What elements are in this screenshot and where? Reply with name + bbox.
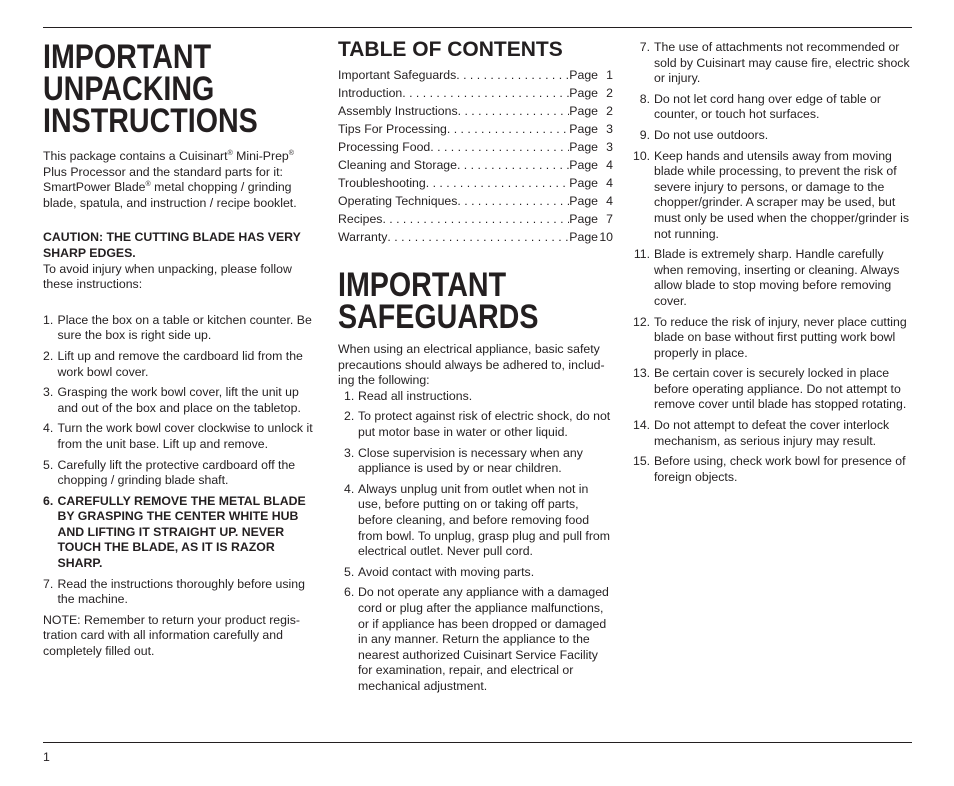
unpacking-title-line: UNPACKING [43,70,215,108]
item-text: Do not use outdoors. [654,127,769,142]
caution-heading: CAUTION: THE CUTTING BLADE HAS VERY SHARP EDGES. [43,230,301,260]
step-number: 4. [43,421,54,436]
registered-mark: ® [288,149,294,157]
item-text: To reduce the risk of injury, never place cutting blade on base without first putting work bowl properly in place. [654,314,907,360]
toc-page-word: Page [569,86,598,100]
toc-row [338,174,613,192]
item-number: 5. [344,564,355,579]
unpacking-step [43,494,315,572]
toc-page [569,210,613,228]
toc-page [569,174,613,192]
toc-page-number: 7 [606,212,613,226]
toc-page-number: 10 [599,230,613,244]
toc-leader-dots [430,138,569,156]
safeguards-title [338,266,614,336]
toc-row [338,102,613,120]
toc-row [338,156,613,174]
toc-page-word: Page [569,158,598,172]
toc-row [338,192,613,210]
toc-row [338,120,613,138]
toc-label: Operating Techniques [338,194,458,208]
toc-label: Warranty [338,230,388,244]
unpacking-step [43,421,315,452]
item-number: 10. [633,148,651,163]
step-number: 3. [43,385,54,400]
top-rule [43,27,912,28]
toc-page-word: Page [569,122,598,136]
toc-page-word: Page [569,140,598,154]
toc-leader-dots [457,192,569,210]
item-text: Do not operate any appliance with a damaged cord or plug after the appliance malfunctions, or if appliance has been dropped or damaged in any manner. Return the appliance to the nearest authorized Cuisinart Service Facility for examination, repair, and electrical or mechanical adjustment. [358,585,609,693]
step-text: CAREFULLY REMOVE THE METAL BLADE BY GRASPING THE CENTER WHITE HUB AND LIFTING IT STRAIGHT UP. NEVER TOUCH THE BLADE, AS IT IS RAZOR SHARP. [57,493,306,571]
toc-leader-dots [402,84,569,102]
toc-page [569,120,613,138]
safeguards-list-continued [633,40,913,485]
toc-label: Processing Food [338,140,431,154]
item-number: 7. [639,40,650,54]
safeguard-item [633,40,913,87]
step-text: Grasping the work bowl cover, lift the unit up and out of the box and place on the tabletop. [57,385,301,415]
safeguard-item [338,585,613,694]
item-number: 11. [633,247,650,262]
toc-page-word: Page [569,176,598,190]
toc-row [338,66,613,84]
page-number: 1 [43,750,50,764]
toc-label: Introduction [338,86,403,100]
intro-text: This package contains a Cuisinart [43,149,228,163]
toc-page-number: 4 [606,194,613,208]
step-text: Read the instructions thoroughly before using the machine. [57,576,305,607]
unpacking-title [43,38,316,140]
toc-leader-dots [387,228,569,246]
toc-page-word: Page [569,68,598,82]
safeguard-item [633,247,913,309]
item-text: Read all instructions. [358,388,473,403]
step-text: Carefully lift the protective cardboard off the chopping / grinding blade shaft. [57,457,296,488]
toc-page [569,192,613,210]
step-number: 6. [43,493,54,508]
toc-label: Recipes [338,212,383,226]
item-text: The use of attachments not recommended or sold by Cuisinart may cause fire, electric shock or injury. [654,40,910,86]
item-text: Be certain cover is securely locked in place before operating appliance. Do not attempt to remove cover until blade has stopped rotating. [654,366,907,412]
caution-text: To avoid injury when unpacking, please follow these instructions: [43,261,292,292]
intro-text: Mini-Prep [232,149,289,163]
item-text: Do not let cord hang over edge of table or counter, or touch hot surfaces. [654,91,881,122]
safeguard-item [338,446,613,477]
item-number: 4. [344,481,355,496]
item-number: 6. [344,585,355,600]
toc-page-number: 2 [606,104,613,118]
item-number: 15. [633,454,651,469]
item-number: 14. [633,418,651,433]
step-number: 2. [43,348,54,363]
unpacking-column [43,36,315,660]
intro-text: Plus Processor and the standard parts for it: SmartPower Blade [43,164,283,195]
safeguards-intro: When using an electrical appliance, basic safety precautions should always be adhered to, includ-ing the following: [338,342,605,388]
item-number: 13. [633,366,651,381]
toc-page-word: Page [569,230,598,244]
bottom-rule [43,742,912,743]
toc-leader-dots [456,66,569,84]
step-number: 1. [43,312,54,327]
toc-page [569,228,613,246]
safeguard-item [338,565,613,581]
registered-mark: ® [145,181,151,189]
toc-row [338,138,613,156]
toc-leader-dots [382,210,569,228]
safeguard-item [338,482,613,560]
toc-leader-dots [426,174,570,192]
item-number: 8. [639,91,650,106]
safeguard-item [633,128,913,144]
toc-leader-dots [458,102,570,120]
toc-page [569,66,613,84]
unpacking-step [43,577,315,608]
item-text: Do not attempt to defeat the cover interlock mechanism, as serious injury may result. [654,418,890,448]
item-text: To protect against risk of electric shock, do not put motor base in water or other liquid. [358,409,611,439]
toc-page-number: 2 [606,86,613,100]
safeguards-title-line: IMPORTANT [338,266,507,304]
unpacking-title-line: IMPORTANT [43,38,212,76]
safeguards-title-line: SAFEGUARDS [338,298,539,336]
toc-page-number: 4 [606,176,613,190]
unpacking-intro [43,149,315,211]
toc-page [569,102,613,120]
toc-label: Tips For Processing [338,122,447,136]
toc-page-word: Page [569,194,598,208]
item-text: Blade is extremely sharp. Handle carefully when removing, inserting or cleaning. Always allow blade to stop moving before removing cover. [654,247,900,308]
toc-row [338,228,613,246]
item-number: 9. [639,127,650,142]
safeguards-list [338,389,613,695]
safeguard-item [338,389,613,405]
toc-label: Cleaning and Storage [338,158,457,172]
item-text: Always unplug unit from outlet when not in use, before putting on or taking off parts, before cleaning, and before removing food from bowl. To unplug, grasp plug and pull from electrical outlet. Never pull cord. [358,481,611,559]
toc-page-word: Page [569,212,598,226]
toc-label: Troubleshooting [338,176,426,190]
toc-page-number: 1 [606,68,613,82]
registration-note: NOTE: Remember to return your product regis-tration card with all information carefully and completely filled out. [43,612,300,659]
unpacking-step [43,385,315,416]
toc-page [569,138,613,156]
step-text: Lift up and remove the cardboard lid from the work bowl cover. [57,348,303,379]
item-text: Avoid contact with moving parts. [358,564,535,579]
safeguard-item [633,149,913,243]
item-number: 3. [344,445,355,460]
registered-mark: ® [227,149,233,157]
toc-row [338,84,613,102]
toc-row [338,210,613,228]
toc-page-number: 3 [606,122,613,136]
step-number: 7. [43,576,54,591]
item-number: 2. [344,409,355,424]
contents-column [338,36,613,699]
safeguards-column-continued [633,40,913,490]
item-number: 1. [344,388,355,403]
toc-page [569,84,613,102]
unpacking-step [43,349,315,380]
toc-page [569,156,613,174]
item-text: Keep hands and utensils away from moving blade while processing, to prevent the risk of severe injury to persons, or damage to the chopper/grinder. A scraper may be used, but must only be used when the chopper/grinder is not running. [654,148,909,241]
step-number: 5. [43,457,54,472]
toc-label: Important Safeguards [338,68,457,82]
toc-label: Assembly Instructions [338,104,458,118]
toc-page-word: Page [569,104,598,118]
safeguard-item [338,409,613,440]
item-number: 12. [633,314,651,329]
unpacking-title-line: INSTRUCTIONS [43,102,258,140]
toc-page-number: 3 [606,140,613,154]
safeguard-item [633,418,913,449]
unpacking-step [43,313,315,344]
intro-text: metal chopping / grinding blade, spatula, and instruction / recipe booklet. [43,180,297,210]
toc-page-number: 4 [606,158,613,172]
item-text: Before using, check work bowl for presence of foreign objects. [654,454,906,484]
unpacking-steps-list [43,313,315,608]
safeguard-item [633,315,913,362]
unpacking-step [43,458,315,489]
item-text: Close supervision is necessary when any appliance is used by or near children. [358,445,583,476]
step-text: Place the box on a table or kitchen counter. Be sure the box is right side up. [57,312,312,343]
safeguard-item [633,366,913,413]
toc-list [338,66,613,246]
toc-leader-dots [457,156,569,174]
step-text: Turn the work bowl cover clockwise to unlock it from the unit base. Lift up and remove. [57,421,313,451]
toc-leader-dots [447,120,569,138]
safeguard-item [633,92,913,123]
safeguard-item [633,454,913,485]
toc-title: TABLE OF CONTENTS [338,38,563,61]
